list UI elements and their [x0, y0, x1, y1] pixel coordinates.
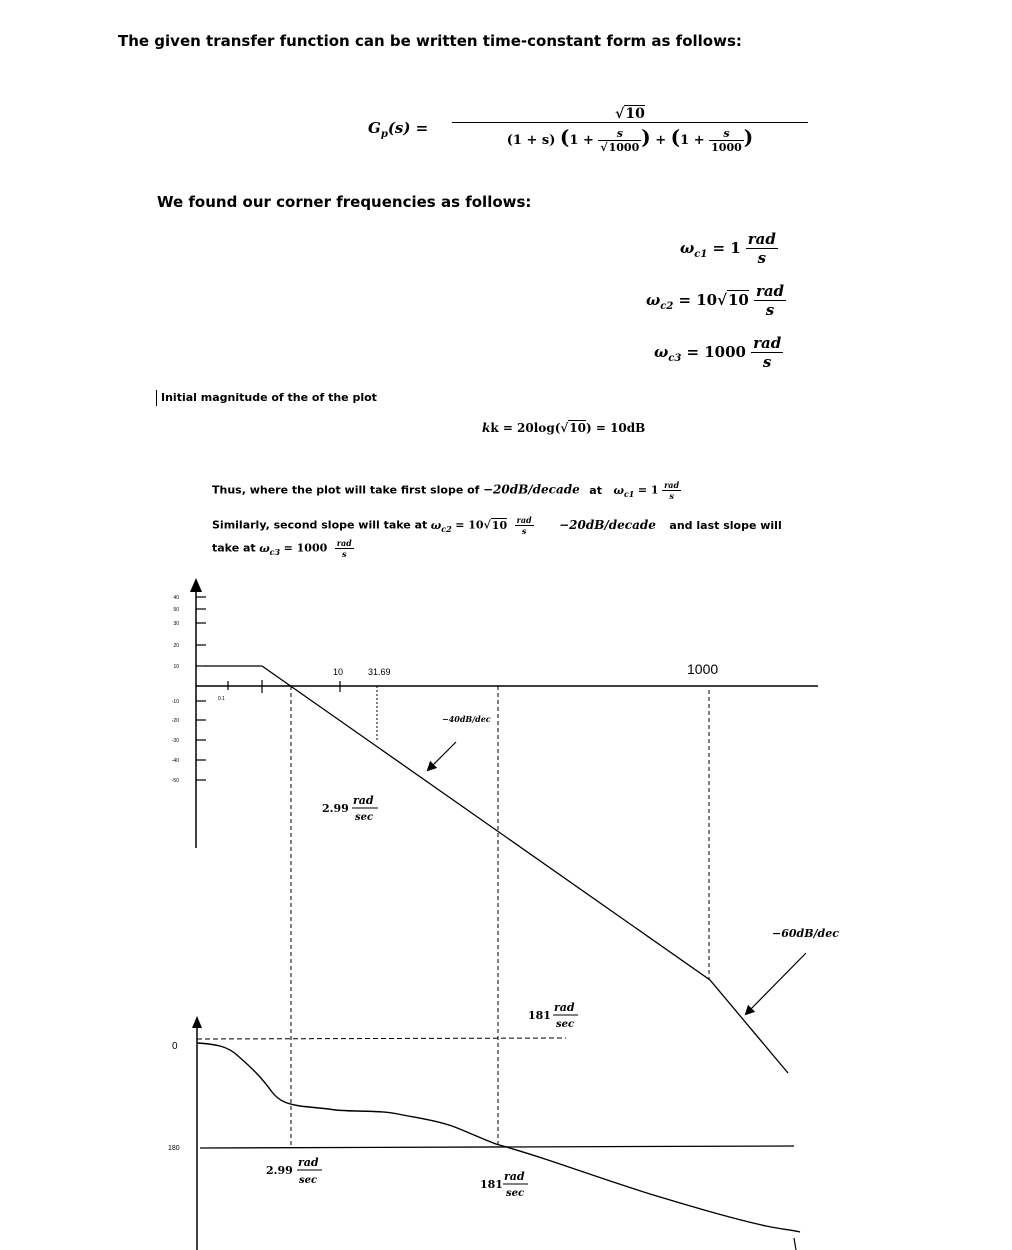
svg-text:rad: rad [554, 1001, 575, 1014]
mag-y-tick-label: 40 [173, 595, 179, 601]
phase-freq-label-299 [266, 1156, 322, 1186]
svg-text:sec: sec [556, 1019, 575, 1030]
phase-plot [168, 1001, 800, 1250]
svg-text:181: 181 [528, 1009, 551, 1022]
svg-text:sec: sec [506, 1188, 525, 1199]
paragraph-line-3: take at $\omega_{c3} = 1000$ $\frac{\text{rad}}{s}$ [212, 538, 352, 559]
svg-text:2.99: 2.99 [266, 1164, 293, 1177]
mag-y-tick-label: 50 [173, 607, 179, 613]
svg-text:181: 181 [480, 1178, 503, 1191]
wc1-equation: $\omega_{c1} = 1$ $\frac{\text{rad}}{s}$ [680, 230, 776, 267]
phase-curve-tail [794, 1238, 796, 1250]
mag-y-tick-marks [196, 597, 206, 780]
mag-y-tick-label: 10 [173, 664, 179, 670]
phase-freq-label-181-lower [480, 1170, 528, 1199]
mag-freq-label-299 [322, 794, 378, 823]
phase-freq-label-181-upper [528, 1001, 578, 1030]
wc3-equation: $\omega_{c3} = 1000$ $\frac{\text{rad}}{s}$ [654, 334, 782, 371]
mag-y-tick-label: -10 [171, 699, 179, 705]
paragraph-line-1: Thus, where the plot will take first slope of −20dB/decade at $\omega_{c1} = 1$ $\frac{\text{rad}}{s}$ [212, 480, 680, 501]
corner-intro-text: We found our corner frequencies as follows: [157, 193, 532, 211]
mag-x-label-10: 10 [333, 667, 344, 677]
mag-x-label-3169: 31.69 [368, 667, 391, 677]
slope-40-label: −40dB/dec [442, 714, 491, 724]
mag-x-label-1000: 1000 [687, 661, 719, 677]
mag-y-tick-label: -20 [171, 718, 179, 724]
mag-y-tick-label: -40 [171, 758, 179, 764]
phase-180-reference [200, 1146, 794, 1148]
mag-y-axis-arrow-icon [190, 578, 202, 592]
k-equation: kk = 20log(√10) = 10dB [482, 421, 646, 435]
mag-x-label-small: 0.1 [218, 696, 225, 702]
intro-text: The given transfer function can be written time-constant form as follows: [118, 32, 742, 50]
wc2-equation: $\omega_{c2} = 10√10$ $\frac{\text{rad}}{s}$ [646, 282, 785, 319]
phase-y-label-180: 180 [168, 1145, 180, 1152]
slope-60-arrow-icon [746, 953, 806, 1014]
svg-text:sec: sec [299, 1175, 318, 1186]
svg-text:rad: rad [353, 794, 374, 807]
svg-text:rad: rad [298, 1156, 319, 1169]
mag-y-tick-label: 30 [173, 621, 179, 627]
mag-y-tick-label: -50 [171, 778, 179, 784]
gp-fraction: √10 (1 + s) (1 + $\frac{s}{√1000}$ ) + (1 + $\frac{s}{1000}$ ) [452, 106, 808, 154]
transfer-function: $G_p(s)$ = [368, 119, 429, 140]
svg-text:rad: rad [504, 1170, 525, 1183]
svg-text:sec: sec [355, 812, 374, 823]
svg-text:2.99: 2.99 [322, 802, 349, 815]
mag-y-tick-label: 20 [173, 643, 179, 649]
initial-magnitude-label: Initial magnitude of the of the plot [161, 391, 377, 404]
phase-y-label-0: 0 [172, 1041, 178, 1052]
phase-zero-reference [197, 1038, 566, 1039]
slope-40-arrow-icon [428, 742, 456, 770]
paragraph-line-2: Similarly, second slope will take at $\omega_{c2} = 10√10$ $\frac{\text{rad}}{s}$ −20dB/decade and last slope will [212, 515, 782, 536]
mag-y-tick-label: -30 [171, 738, 179, 744]
magnitude-plot [172, 578, 839, 1148]
slope-60-label: −60dB/dec [772, 927, 839, 940]
phase-y-axis-arrow-icon [192, 1016, 202, 1028]
